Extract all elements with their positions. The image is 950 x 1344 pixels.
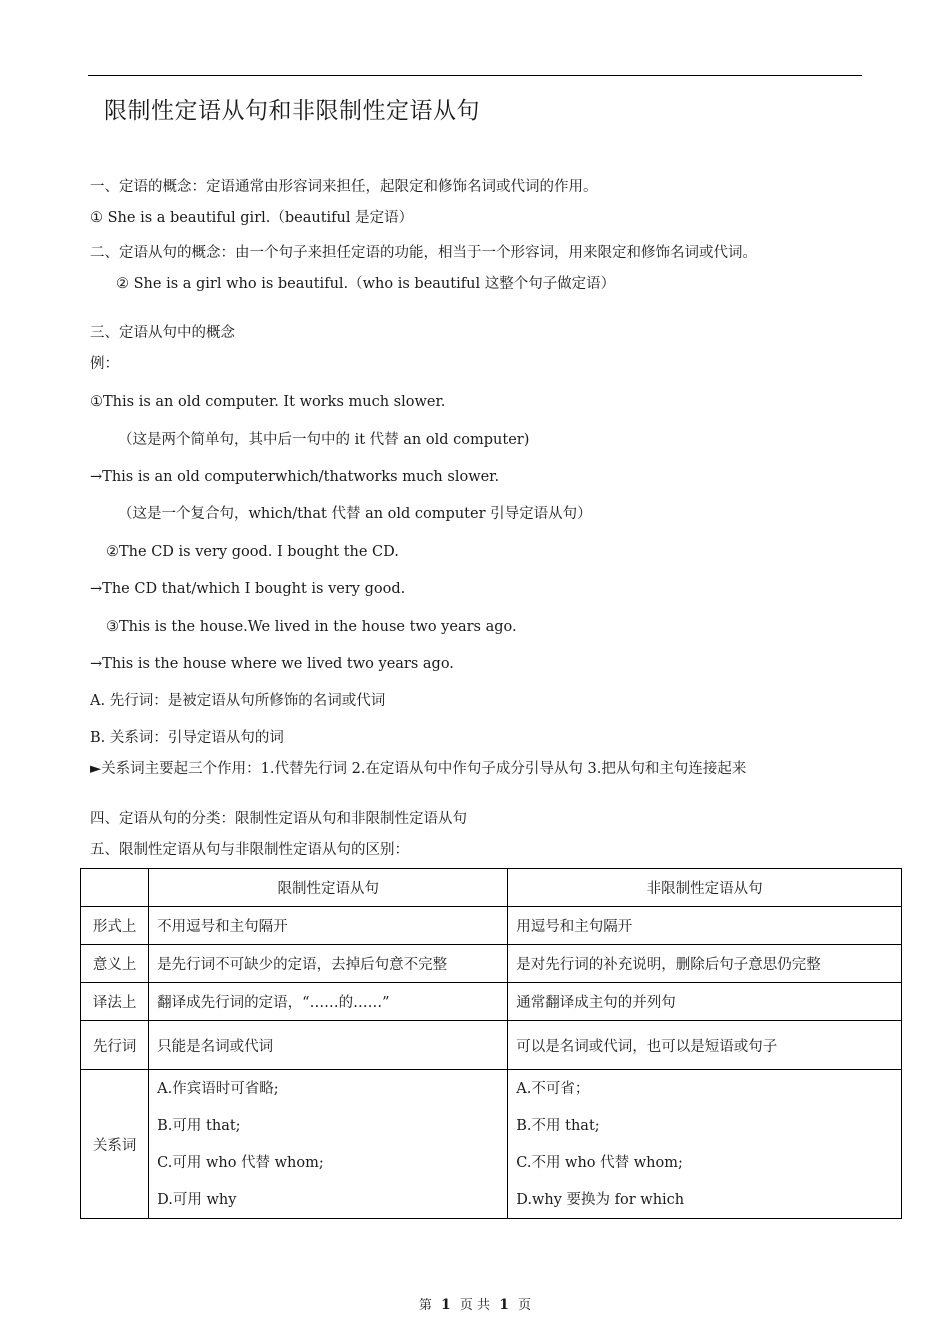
row-label: 译法上 (81, 983, 149, 1021)
relative-word-functions: ►关系词主要起三个作用：1.代替先行词 2.在定语从句中作句子成分引导从句 3.把从句和主句连接起来 (90, 761, 747, 777)
table-row (81, 1021, 902, 1070)
list-item: A.不可省； (516, 1081, 590, 1097)
total-page-number: 1 (499, 1297, 509, 1313)
cell-restrictive: 翻译成先行词的定语，“……的……” (149, 983, 508, 1021)
example-2: ② She is a girl who is beautiful.（who is beautiful 这整个句子做定语） (116, 276, 616, 292)
list-item: B.可用 that; (157, 1118, 241, 1134)
row-label: 形式上 (81, 907, 149, 945)
example-sentence-1: ①This is an old computer. It works much slower. (90, 394, 446, 410)
footer-prefix: 第 (418, 1298, 432, 1313)
example-sentence-2: ②The CD is very good. I bought the CD. (106, 544, 399, 560)
comparison-table (80, 868, 902, 1219)
table-row (81, 907, 902, 945)
list-item: C.可用 who 代替 whom; (157, 1155, 324, 1171)
page-footer (0, 1294, 950, 1313)
antecedent-definition: A. 先行词：是被定语从句所修饰的名词或代词 (90, 693, 386, 709)
footer-suffix: 页 (518, 1298, 532, 1313)
header-restrictive: 限制性定语从句 (149, 869, 508, 907)
concept-attributive: 一、定语的概念：定语通常由形容词来担任，起限定和修饰名词或代词的作用。 (90, 179, 598, 195)
cell-nonrestrictive: 是对先行词的补充说明，删除后句子意思仍完整 (508, 945, 902, 983)
example-note-1: （这是两个简单句，其中后一句中的 it 代替 an old computer) (118, 432, 530, 448)
section-3-heading: 三、定语从句中的概念 (90, 325, 235, 341)
document-title: 限制性定语从句和非限制性定语从句 (104, 98, 480, 124)
example-result-1: →This is an old computerwhich/thatworks much slower. (90, 469, 500, 485)
table-row-relative-word (81, 1070, 902, 1219)
table-corner-cell (81, 869, 149, 907)
table-header-row (81, 869, 902, 907)
header-rule (88, 75, 862, 76)
example-sentence-3: ③This is the house.We lived in the house two years ago. (106, 619, 517, 635)
example-label: 例： (90, 356, 119, 372)
example-result-3: →This is the house where we lived two years ago. (90, 656, 454, 672)
cell-restrictive: 只能是名词或代词 (149, 1021, 508, 1070)
header-nonrestrictive: 非限制性定语从句 (508, 869, 902, 907)
table-row (81, 983, 902, 1021)
list-item: D.可用 why (157, 1192, 237, 1208)
list-item: D.why 要换为 for which (516, 1192, 685, 1208)
example-note-2: （这是一个复合句，which/that 代替 an old computer 引导定语从句） (118, 506, 592, 522)
cell-nonrestrictive: 用逗号和主句隔开 (508, 907, 902, 945)
row-label: 意义上 (81, 945, 149, 983)
list-item: A.作宾语时可省略; (157, 1081, 279, 1097)
cell-nonrestrictive: 可以是名词或代词，也可以是短语或句子 (508, 1021, 902, 1070)
example-result-2: →The CD that/which I bought is very good. (90, 581, 406, 597)
cell-restrictive: 是先行词不可缺少的定语，去掉后句意不完整 (149, 945, 508, 983)
cell-nonrestrictive (508, 1070, 902, 1219)
cell-restrictive (149, 1070, 508, 1219)
example-1: ① She is a beautiful girl.（beautiful 是定语） (90, 210, 414, 226)
cell-nonrestrictive: 通常翻译成主句的并列句 (508, 983, 902, 1021)
concept-attributive-clause: 二、定语从句的概念：由一个句子来担任定语的功能，相当于一个形容词，用来限定和修饰名词或代词。 (90, 245, 757, 261)
row-label: 先行词 (81, 1021, 149, 1070)
section-4-heading: 四、定语从句的分类：限制性定语从句和非限制性定语从句 (90, 811, 467, 827)
cell-restrictive: 不用逗号和主句隔开 (149, 907, 508, 945)
relative-word-definition: B. 关系词：引导定语从句的词 (90, 730, 284, 746)
list-item: B.不用 that; (516, 1118, 600, 1134)
section-5-heading: 五、限制性定语从句与非限制性定语从句的区别： (90, 842, 409, 858)
row-label: 关系词 (81, 1070, 149, 1219)
footer-mid: 页 共 (459, 1298, 491, 1313)
current-page-number: 1 (441, 1297, 451, 1313)
table-row (81, 945, 902, 983)
list-item: C.不用 who 代替 whom; (516, 1155, 683, 1171)
